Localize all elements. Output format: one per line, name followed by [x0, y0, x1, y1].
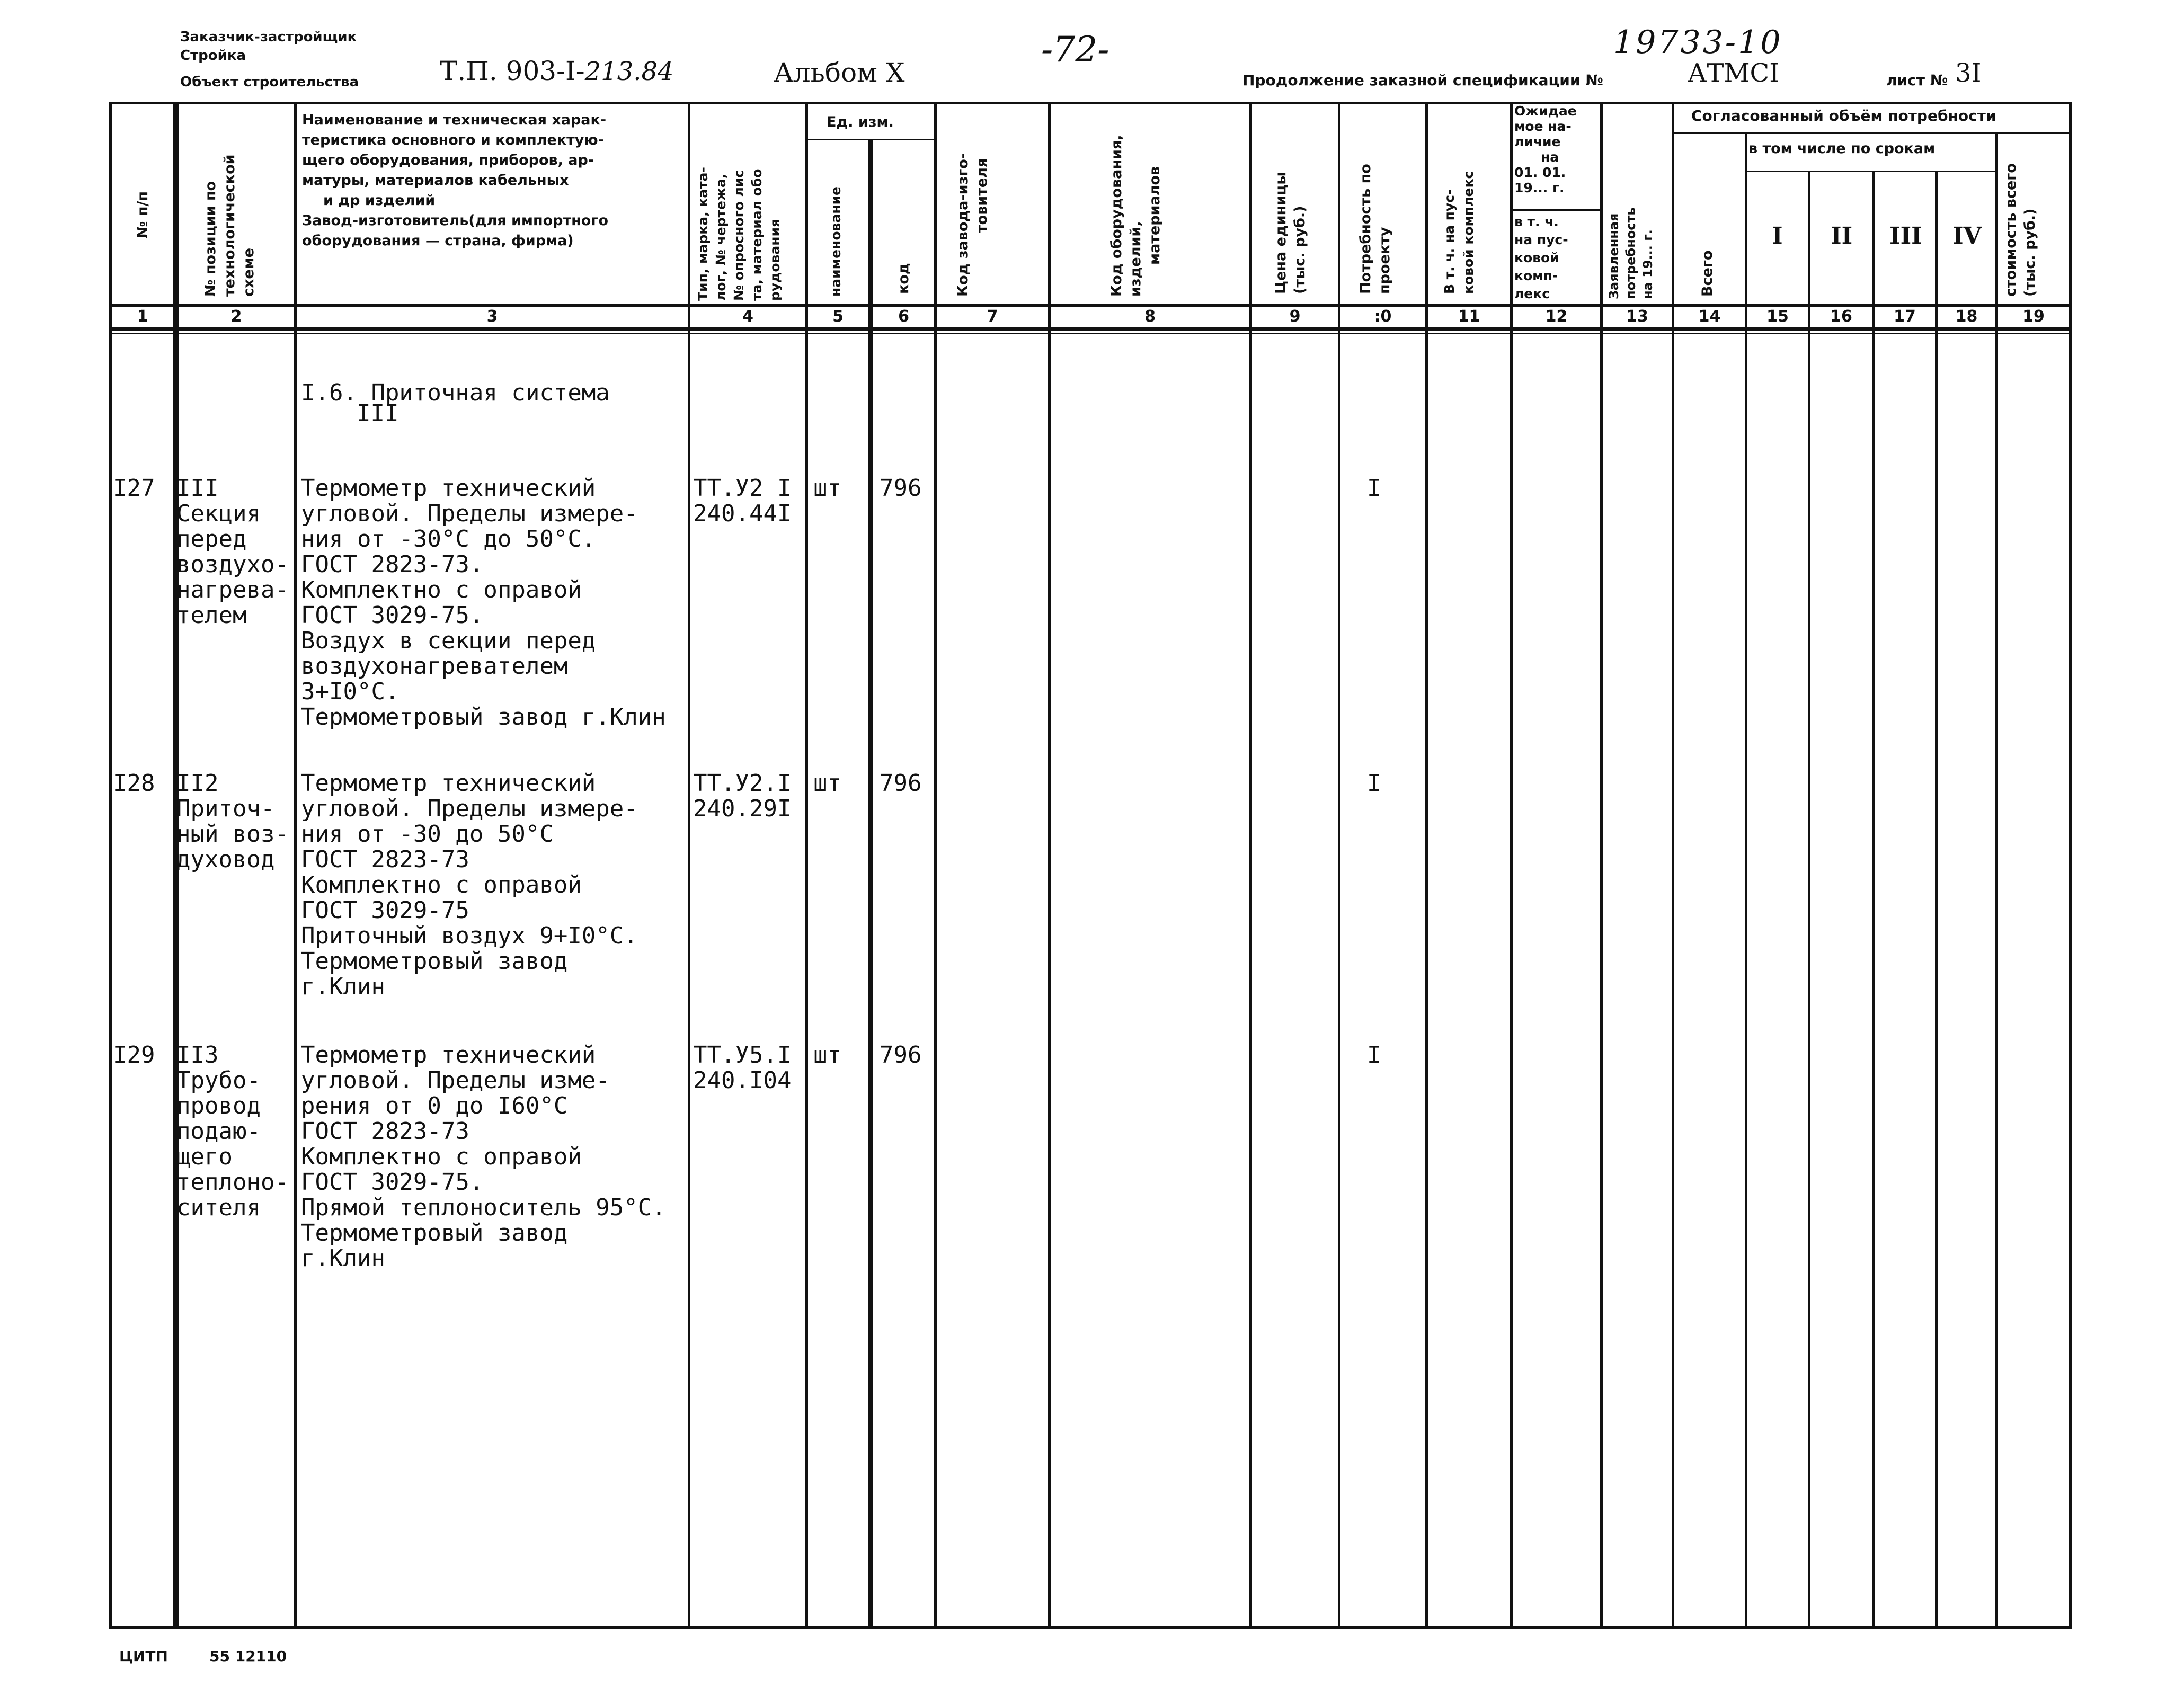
colnum-8: 8: [1144, 307, 1156, 326]
position-line: ный воз-: [176, 821, 289, 848]
project-handwritten: 213.84: [584, 57, 674, 86]
colnum-2: 2: [230, 307, 242, 326]
type-line: ТТ.У5.I: [693, 1041, 792, 1068]
col4-header-line-2: лог, № чертежа,: [713, 173, 729, 301]
description-line: Воздух в секции перед: [301, 627, 596, 654]
colnum-18: 18: [1955, 307, 1978, 326]
col12-bottom-line-1: в т. ч.: [1514, 214, 1559, 229]
row-code: 796: [880, 1041, 922, 1068]
footer-publisher: ЦИТП: [119, 1648, 168, 1665]
colnum-bottom-line-2: [109, 333, 2072, 334]
spec-code: АТМСI: [1688, 58, 1780, 88]
colnum-4: 4: [742, 307, 753, 326]
col-line-17: [1935, 171, 1938, 1629]
colnum-5: 5: [832, 307, 844, 326]
col3-header-line-1: Наименование и техническая харак-: [302, 112, 607, 128]
section-title-line-2: III: [357, 400, 399, 427]
col-line-9: [1338, 102, 1340, 1629]
position-line: Приточ-: [176, 795, 275, 822]
col2-header-line-3: схеме: [241, 247, 257, 297]
col12-bottom-line-2: на пус-: [1514, 232, 1568, 247]
col-line-8: [1249, 102, 1252, 1629]
colnum-3: 3: [486, 307, 498, 326]
col8-header-line-3: материалов: [1147, 166, 1163, 265]
type-line: 240.I04: [693, 1067, 792, 1094]
description-line: Термометр технический: [301, 770, 596, 797]
colnum-7: 7: [987, 307, 998, 326]
col19-header-line-1: стоимость всего: [2003, 163, 2019, 297]
col12-header-bottom: [1514, 213, 1568, 303]
col12-bottom-line-4: комп-: [1514, 268, 1558, 283]
col14-header: Всего: [1699, 250, 1716, 297]
col-line-13: [1672, 102, 1674, 1629]
row-number: I27: [113, 475, 155, 502]
album-label: Альбом X: [774, 57, 905, 88]
table-right-border: [2069, 102, 2072, 1629]
description-line: рения от 0 до I60°С: [301, 1092, 568, 1119]
col4-header-line-5: рудования: [767, 218, 783, 301]
row-number: I28: [113, 770, 155, 797]
description-line: Приточный воздух 9+I0°С.: [301, 922, 638, 949]
description-line: Прямой теплоноситель 95°С.: [301, 1194, 666, 1221]
col5-header: наименование: [828, 186, 844, 297]
col6-header: код: [895, 263, 912, 294]
position-line: сителя: [176, 1194, 261, 1221]
colnum-6: 6: [898, 307, 909, 326]
col8-header: [1107, 135, 1165, 297]
row-unit: шт: [813, 770, 841, 797]
col11-header-line-2: ковой комплекс: [1461, 171, 1476, 294]
colnum-12: 12: [1545, 307, 1568, 326]
row-type: [693, 771, 791, 822]
row-need: I: [1367, 770, 1381, 797]
col12-bottom-line-5: лекс: [1514, 286, 1550, 301]
col18-header: IV: [1952, 222, 1982, 250]
col11-header-line-1: В т. ч. на пус-: [1442, 189, 1457, 294]
position-line: духовод: [176, 846, 275, 873]
type-line: 240.29I: [693, 795, 792, 822]
col-line-3: [688, 102, 690, 1629]
col19-header-line-2: (тыс. руб.): [2022, 208, 2038, 297]
position-line: подаю-: [176, 1118, 261, 1145]
col2-header-line-2: технологической: [221, 154, 238, 297]
col10-header-line-2: проекту: [1377, 227, 1393, 294]
customer-label: Заказчик-застройщик: [180, 29, 357, 45]
col-line-16: [1872, 171, 1875, 1629]
description-line: Комплектно с оправой: [301, 576, 582, 603]
position-line: провод: [176, 1092, 261, 1119]
description-line: Комплектно с оправой: [301, 871, 582, 898]
col-line-11: [1510, 102, 1513, 1629]
col8-header-line-1: Код оборудования,: [1108, 135, 1125, 297]
row-code: 796: [880, 475, 922, 502]
row-need: I: [1367, 475, 1381, 502]
colnum-15: 15: [1766, 307, 1789, 326]
col-line-15: [1808, 171, 1810, 1629]
colnum-11: 11: [1458, 307, 1480, 326]
col9-header-line-2: (тыс. руб.): [1292, 206, 1308, 294]
position-line: Секция: [176, 500, 261, 527]
col9-header-line-1: Цена единицы: [1273, 172, 1289, 294]
document-number: 19733-10: [1613, 24, 1783, 61]
colnum-1: 1: [137, 307, 148, 326]
description-line: воздухонагревателем: [301, 653, 568, 680]
col4-header-line-3: № опросного лис: [731, 170, 747, 301]
description-line: Термометровый завод: [301, 1219, 568, 1246]
description-line: г.Клин: [301, 1245, 385, 1272]
object-label: Объект строительства: [180, 74, 359, 90]
position-line: II2: [176, 770, 219, 797]
colnum-13: 13: [1626, 307, 1648, 326]
row-description: [301, 771, 638, 1000]
row-description: [301, 476, 666, 730]
col7-header: [954, 153, 992, 297]
description-line: ГОСТ 2823-73: [301, 846, 469, 873]
table-bottom-line: [109, 1626, 2072, 1629]
row-position: [176, 476, 289, 628]
position-line: перед: [176, 526, 247, 553]
colnum-bottom-line: [109, 327, 2072, 331]
description-line: угловой. Пределы измере-: [301, 795, 638, 822]
col3-header-line-2: теристика основного и комплектую-: [302, 132, 604, 148]
col3-header: [302, 110, 608, 251]
c12-sub-line: [1510, 209, 1601, 211]
col1-header: № п/п: [135, 191, 151, 238]
position-line: воздухо-: [176, 551, 289, 578]
colnum-10: :0: [1374, 307, 1392, 326]
col12-top-line-2: мое на-: [1514, 119, 1572, 134]
col3-header-line-3: щего оборудования, приборов, ар-: [302, 152, 594, 168]
col12-bottom-line-3: ковой: [1514, 250, 1559, 265]
col4-header: [694, 167, 784, 301]
row-unit: шт: [813, 475, 841, 502]
type-line: ТТ.У2 I: [693, 475, 792, 502]
site-label: Стройка: [180, 48, 246, 64]
description-line: ГОСТ 3029-75: [301, 897, 469, 924]
col4-header-line-1: Тип, марка, ката-: [695, 167, 711, 301]
units-group-header: Ед. изм.: [827, 114, 894, 130]
col12-top-line-4: на: [1541, 149, 1559, 165]
position-line: щего: [176, 1143, 233, 1170]
col2-header: [201, 154, 259, 297]
col-line-4: [805, 102, 808, 1629]
row-type: [693, 476, 791, 527]
colnum-17: 17: [1894, 307, 1916, 326]
col-line-7: [1048, 102, 1051, 1629]
col19-header: [2002, 163, 2040, 297]
col-line-14: [1745, 132, 1747, 1629]
colnum-14: 14: [1698, 307, 1721, 326]
col8-header-line-2: изделий,: [1127, 221, 1144, 297]
section-title: [301, 379, 610, 427]
continuation-label: Продолжение заказной спецификации №: [1242, 72, 1603, 89]
col-line-6: [934, 102, 937, 1629]
col2-header-line-1: № позиции по: [202, 181, 219, 297]
row-position: [176, 1043, 289, 1221]
row-number: I29: [113, 1041, 155, 1068]
col11-header: [1440, 171, 1478, 294]
col7-header-line-1: Код завода-изго-: [955, 153, 971, 297]
description-line: Комплектно с оправой: [301, 1143, 582, 1170]
col10-header-line-1: Потребность по: [1357, 164, 1374, 294]
description-line: угловой. Пределы изме-: [301, 1067, 610, 1094]
type-line: ТТ.У2.I: [693, 770, 792, 797]
col12-top-line-3: личие: [1514, 134, 1561, 149]
col-line-12: [1600, 102, 1603, 1629]
col-line-2: [294, 102, 297, 1629]
col12-top-line-6: 19... г.: [1514, 180, 1565, 195]
agreed-sub-line: [1673, 132, 2071, 134]
col12-top-line-5: 01. 01.: [1514, 165, 1566, 180]
col-line-18: [1995, 132, 1998, 1629]
position-line: Трубо-: [176, 1067, 261, 1094]
position-line: II3: [176, 1041, 219, 1068]
section-title-line-1: I.6. Приточная система: [301, 379, 610, 406]
description-line: г.Клин: [301, 973, 385, 1000]
col13-header-line-3: на 19... г.: [1640, 229, 1655, 299]
description-line: Термометровый завод г.Клин: [301, 704, 666, 731]
description-line: угловой. Пределы измере-: [301, 500, 638, 527]
col12-top-line-1: Ожидае: [1514, 103, 1577, 119]
col-line-10: [1425, 102, 1428, 1629]
col3-header-line-7: оборудования — страна, фирма): [302, 233, 574, 249]
col7-header-line-2: товителя: [974, 158, 990, 233]
type-line: 240.44I: [693, 500, 792, 527]
description-line: Термометровый завод: [301, 948, 568, 975]
description-line: ГОСТ 3029-75.: [301, 602, 484, 629]
row-position: [176, 771, 289, 872]
col10-header: [1356, 164, 1395, 294]
terms-sub-line: [1746, 171, 1995, 172]
position-line: нагрева-: [176, 576, 289, 603]
col4-header-line-4: та, материал обо: [749, 168, 765, 301]
row-type: [693, 1043, 791, 1093]
col16-header: II: [1831, 222, 1853, 250]
col3-header-line-4: матуры, материалов кабельных: [302, 172, 569, 189]
col17-header: III: [1889, 222, 1922, 250]
page-number: -72-: [1041, 29, 1109, 70]
footer-code: 55 12110: [209, 1648, 287, 1665]
agreed-group-header: Согласованный объём потребности: [1691, 107, 1996, 124]
col15-header: I: [1772, 222, 1783, 250]
colnum-19: 19: [2022, 307, 2045, 326]
col13-header-line-2: потребность: [1623, 207, 1638, 299]
terms-group-header: в том числе по срокам: [1748, 140, 1936, 157]
col9-header: [1272, 172, 1310, 294]
description-line: ГОСТ 3029-75.: [301, 1169, 484, 1196]
col13-header-line-1: Заявленная: [1606, 213, 1621, 299]
col13-header: [1605, 207, 1656, 299]
description-line: Термометр технический: [301, 475, 596, 502]
project-prefix: Т.П. 903-I-: [440, 56, 585, 86]
table-left-border: [109, 102, 112, 1629]
position-line: телем: [176, 602, 247, 629]
col12-header-top: [1514, 103, 1577, 195]
description-line: ГОСТ 2823-73: [301, 1118, 469, 1145]
row-description: [301, 1043, 666, 1271]
project-number: [440, 56, 674, 86]
position-line: III: [176, 475, 219, 502]
sheet-label: лист №: [1886, 72, 1948, 89]
position-line: теплоно-: [176, 1169, 289, 1196]
sheet-number: 3I: [1955, 58, 1982, 88]
table-top-line: [109, 102, 2072, 104]
row-unit: шт: [813, 1041, 841, 1068]
col3-header-line-6: Завод-изготовитель(для импортного: [302, 212, 609, 229]
description-line: ГОСТ 2823-73.: [301, 551, 484, 578]
row-code: 796: [880, 770, 922, 797]
description-line: 3+I0°С.: [301, 678, 399, 705]
col3-header-line-5: и др изделий: [323, 192, 436, 209]
description-line: Термометр технический: [301, 1041, 596, 1068]
colnum-9: 9: [1289, 307, 1301, 326]
description-line: ния от -30°С до 50°С.: [301, 526, 596, 553]
row-need: I: [1367, 1041, 1381, 1068]
description-line: ния от -30 до 50°С: [301, 821, 554, 848]
colnum-16: 16: [1830, 307, 1852, 326]
col-line-5: [868, 139, 873, 1629]
